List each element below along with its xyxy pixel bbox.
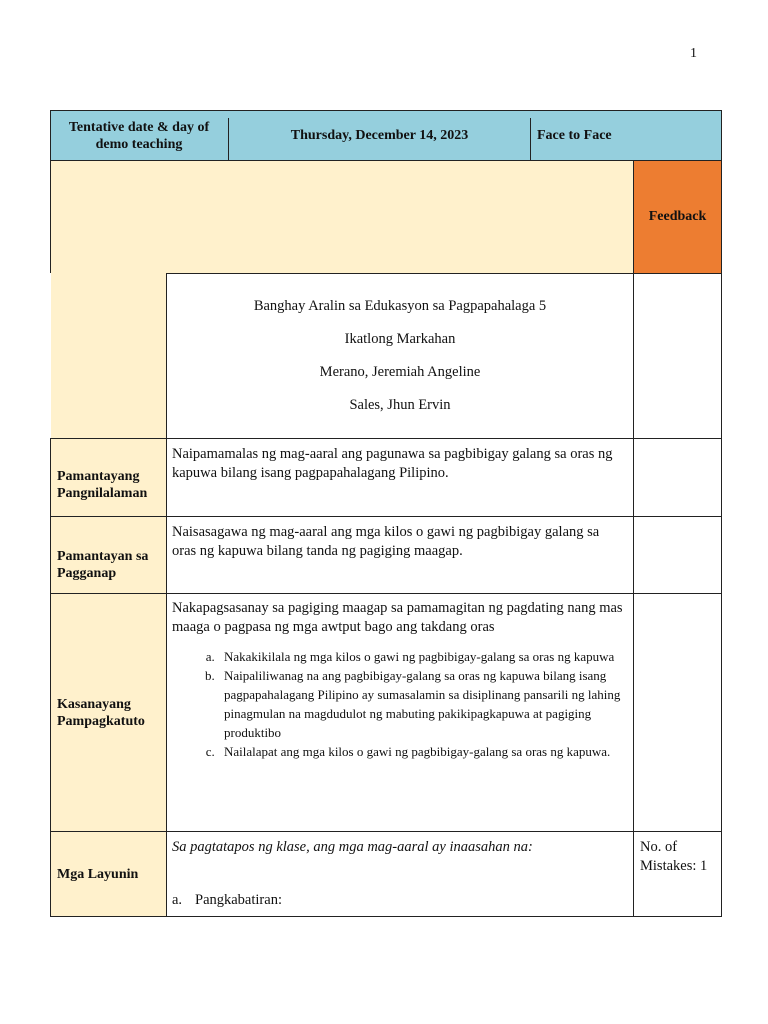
date-label xyxy=(56,111,222,160)
row-divider xyxy=(50,593,722,594)
label-kasanayan xyxy=(51,594,166,831)
title-line-1: Banghay Aralin sa Edukasyon sa Pagpapahalaga 5 xyxy=(253,298,547,314)
label-kasanayan-text: Kasanayang Pampagkatuto xyxy=(57,696,145,729)
kasanayan-list xyxy=(172,647,628,761)
title-line-4: Sales, Jhun Ervin xyxy=(349,397,451,413)
date-value-text: Thursday, December 14, 2023 xyxy=(290,127,469,143)
feedback-header xyxy=(634,160,721,273)
title-block xyxy=(166,298,634,430)
layunin-intro: Sa pagtatapos ng klase, ang mga mag-aaral ay inaasahan na: xyxy=(172,839,533,855)
column-divider-label xyxy=(166,273,167,917)
label-layunin-text: Mga Layunin xyxy=(57,866,139,882)
label-layunin xyxy=(51,832,166,916)
label-pagganap-text: Pamantayan sa Pagganap xyxy=(57,549,149,581)
table-border-right xyxy=(721,110,722,917)
label-pagganap xyxy=(51,517,166,593)
table-border-top xyxy=(50,110,722,111)
list-item: a. Nakakikilala ng mga kilos o gawi ng pagbibigay-galang sa oras ng kapuwa xyxy=(218,647,628,666)
date-label-text: Tentative date & day of demo teaching xyxy=(68,119,210,152)
content-pangnilalaman: Naipamamalas ng mag-aaral ang pagunawa sa pagbibigay galang sa oras ng kapuwa bilang isang pagpapahalagang Pilipino. xyxy=(172,446,613,481)
table-border-bottom xyxy=(50,916,722,917)
row-divider xyxy=(50,831,722,832)
feedback-label: Feedback xyxy=(648,208,707,224)
mode-value-text: Face to Face xyxy=(537,127,612,143)
layunin-item xyxy=(172,891,628,910)
row-divider xyxy=(50,516,722,517)
layunin-item-text: Pangkabatiran: xyxy=(195,892,282,908)
kasanayan-intro: Nakapagsasanay sa pagiging maagap sa pamamagitan ng pagdating nang mas maaga o pagpasa ng mga awtput bago ang takdang oras xyxy=(172,600,623,635)
page-number: 1 xyxy=(690,46,697,61)
row-divider xyxy=(166,273,722,274)
label-pangnilalaman-text: Pamantayang Pangnilalaman xyxy=(57,468,148,501)
header-divider xyxy=(228,118,229,160)
header-cream-area xyxy=(51,160,634,273)
header-divider xyxy=(530,118,531,160)
date-value xyxy=(229,111,530,160)
layunin-feedback: No. of Mistakes: 1 xyxy=(640,839,708,874)
title-line-3: Merano, Jeremiah Angeline xyxy=(319,364,481,380)
label-pangnilalaman xyxy=(51,439,166,516)
list-item: c. Nailalapat ang mga kilos o gawi ng pagbibigay-galang sa oras ng kapuwa. xyxy=(218,742,628,761)
content-pagganap: Naisasagawa ng mag-aaral ang mga kilos o gawi ng pagbibigay galang sa oras ng kapuwa bilang tanda ng pagiging maagap. xyxy=(172,524,600,559)
list-item: b. Naipaliliwanag na ang pagbibigay-galang sa oras ng kapuwa bilang isang pagpapahalagang Pilipino ay sumasalamin sa disiplinang pansarili ng lahing pinagmulan na magdudulot ng mabuting pakikipagkapuwa at pagiging produktibo xyxy=(218,666,628,742)
content-kasanayan xyxy=(172,599,628,761)
row-divider xyxy=(50,438,722,439)
mode-value xyxy=(537,111,717,160)
layunin-item-marker: a. xyxy=(172,892,183,908)
title-line-2: Ikatlong Markahan xyxy=(344,331,456,347)
header-bottom xyxy=(50,160,722,161)
table-border-left xyxy=(50,438,51,917)
table-border-left xyxy=(50,110,51,273)
